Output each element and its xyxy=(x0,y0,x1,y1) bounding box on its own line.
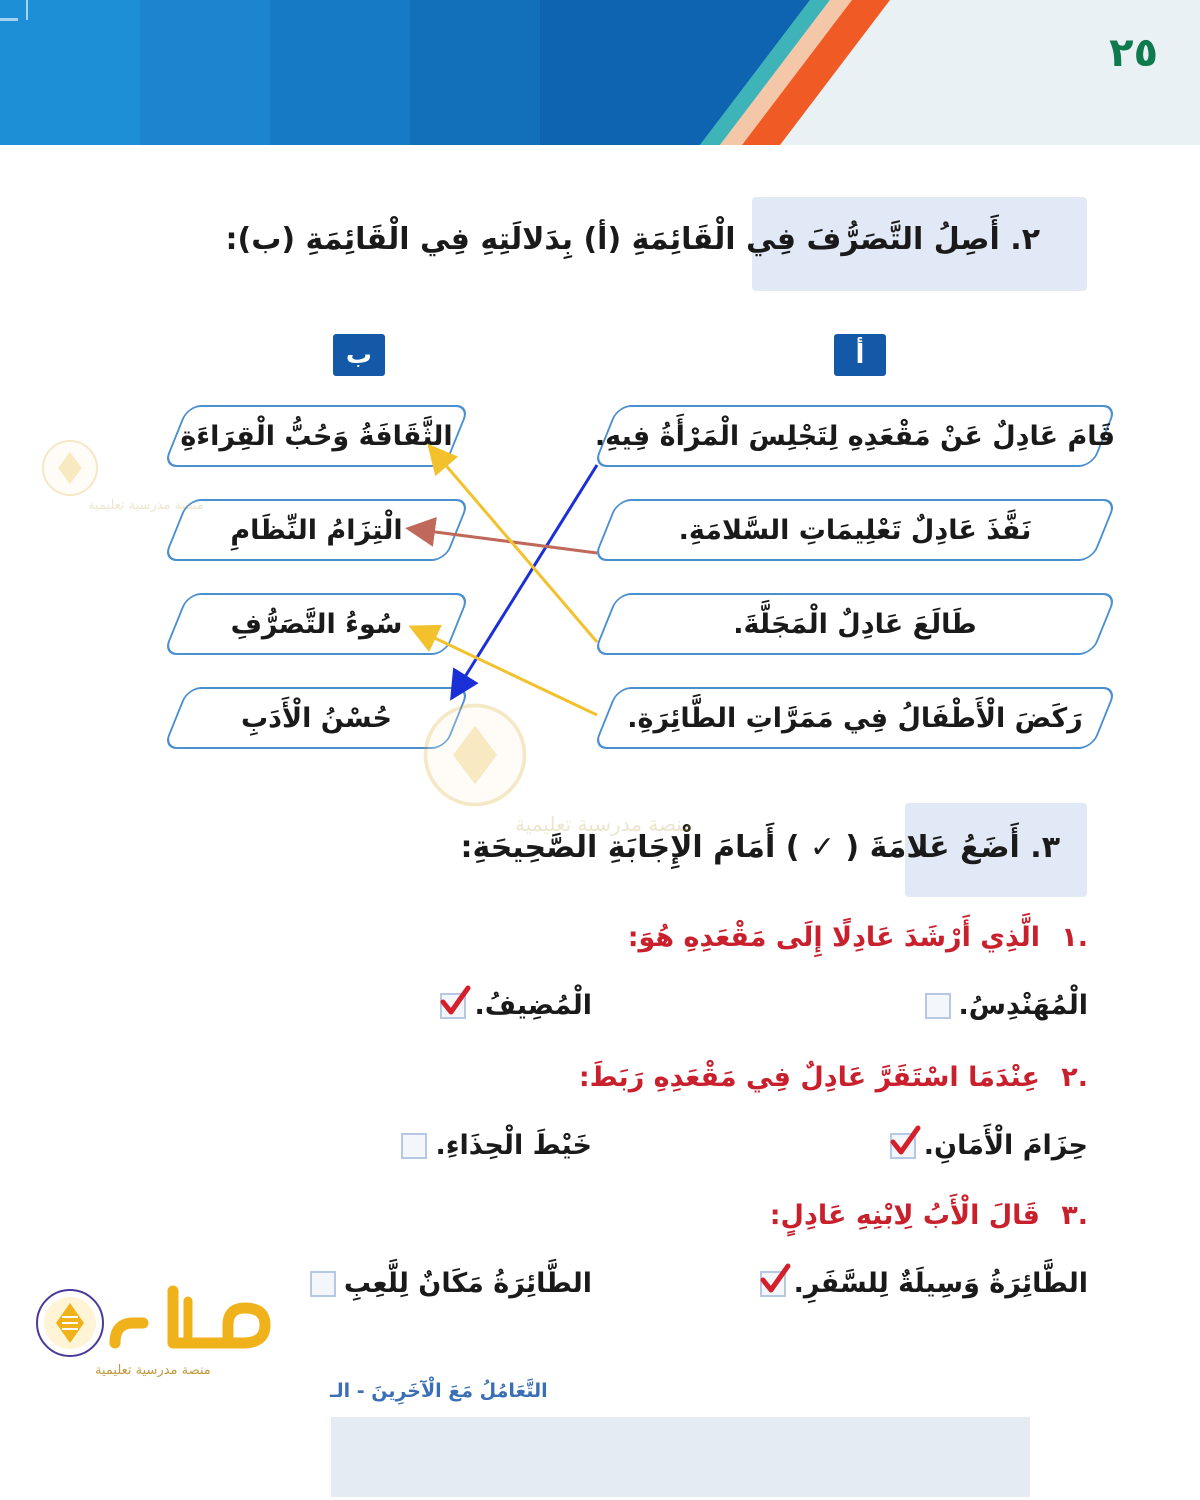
list-a-item-3: طَالَعَ عَادِلٌ الْمَجَلَّةَ. xyxy=(733,608,977,640)
q3-heading: ٣. أَضَعُ عَلامَةَ ( ✓ ) أَمَامَ الْإِجَابَةِ الصَّحِيحَةِ: xyxy=(460,830,1060,865)
list-b-item-4: حُسْنُ الْأَدَبِ xyxy=(241,702,392,734)
list-b-item-1: الثَّقَافَةُ وَحُبُّ الْقِرَاءَةِ xyxy=(180,420,453,452)
option-label: خَيْطَ الْحِذَاءِ. xyxy=(435,1130,592,1161)
footer-panel xyxy=(331,1417,1030,1497)
q3-item-2-question: عِنْدَمَا اسْتَقَرَّ عَادِلٌ فِي مَقْعَدِهِ رَبَطَ: xyxy=(578,1062,1040,1093)
option-label: حِزَامَ الْأَمَانِ. xyxy=(923,1130,1088,1161)
list-a-item-1: قَامَ عَادِلٌ عَنْ مَقْعَدِهِ لِتَجْلِسَ الْمَرْأَةُ فِيهِ. xyxy=(594,420,1116,452)
watermark-logo-icon xyxy=(420,700,530,810)
check-icon xyxy=(438,985,472,1019)
q3-item-1-question: الَّذِي أَرْشَدَ عَادِلًا إِلَى مَقْعَدِهِ هُوَ: xyxy=(627,922,1040,953)
option-label: الطَّائِرَةُ مَكَانٌ لِلَّعِبِ xyxy=(343,1268,592,1299)
watermark-small xyxy=(40,428,240,518)
q3-item-3-option-right[interactable] xyxy=(760,1268,1088,1299)
page-number: ٢٥ xyxy=(1109,30,1158,76)
q3-item-2-option-right[interactable] xyxy=(890,1130,1088,1161)
checkbox[interactable] xyxy=(925,993,951,1019)
q3-item-1-number: ١. xyxy=(1061,922,1088,953)
check-icon xyxy=(758,1263,792,1297)
column-a-tag: أ xyxy=(834,334,886,376)
checkbox[interactable] xyxy=(401,1133,427,1159)
watermark-tagline: منصة مدرسية تعليمية xyxy=(88,498,204,513)
q3-item-1-option-right[interactable] xyxy=(925,990,1088,1021)
list-b-item-2: الْتِزَامُ النِّظَامِ xyxy=(230,514,403,546)
column-b-tag: ب xyxy=(333,334,385,376)
line-a1-to-b4 xyxy=(458,465,597,688)
q3-item-3-number: ٣. xyxy=(1061,1200,1088,1231)
option-label: الْمُهَنْدِسُ. xyxy=(958,990,1088,1021)
q3-item-3-option-left[interactable] xyxy=(310,1268,592,1299)
q3-item-3-question: قَالَ الْأَبُ لِابْنِهِ عَادِلٍ: xyxy=(769,1200,1040,1231)
watermark-logo-icon xyxy=(40,438,100,498)
option-label: الطَّائِرَةُ وَسِيلَةٌ لِلسَّفَرِ. xyxy=(793,1268,1088,1299)
watermark-center xyxy=(420,690,800,840)
hulul-logo-icon xyxy=(33,1283,283,1368)
logo-tagline: منصة مدرسية تعليمية xyxy=(95,1363,211,1378)
q3-item-1-option-left[interactable] xyxy=(440,990,592,1021)
line-a2-to-b2 xyxy=(420,530,597,553)
watermark-logo-bottom xyxy=(33,1283,283,1383)
checkbox[interactable] xyxy=(310,1271,336,1297)
q2-heading: ٢. أَصِلُ التَّصَرُّفَ فِي الْقَائِمَةِ (أ) بِدَلالَتِهِ فِي الْقَائِمَةِ (ب): xyxy=(225,222,1040,257)
option-label: الْمُضِيفُ. xyxy=(474,990,592,1021)
list-a-item-2: نَفَّذَ عَادِلٌ تَعْلِيمَاتِ السَّلامَةِ. xyxy=(678,514,1032,546)
checkbox-checked[interactable] xyxy=(890,1133,916,1159)
list-a-item-4: رَكَضَ الْأَطْفَالُ فِي مَمَرَّاتِ الطَّائِرَةِ. xyxy=(627,702,1083,734)
checkbox-checked[interactable] xyxy=(760,1271,786,1297)
list-b-item-3: سُوءُ التَّصَرُّفِ xyxy=(230,608,403,640)
checkbox-checked[interactable] xyxy=(440,993,466,1019)
watermark-tagline: منصة مدرسية تعليمية xyxy=(515,812,694,836)
q3-item-2-number: ٢. xyxy=(1061,1062,1088,1093)
check-icon xyxy=(888,1125,922,1159)
q3-item-2-option-left[interactable] xyxy=(401,1130,592,1161)
footer-unit-title: التَّعَامُلُ مَعَ الْآخَرِينَ - الـ xyxy=(330,1380,548,1402)
